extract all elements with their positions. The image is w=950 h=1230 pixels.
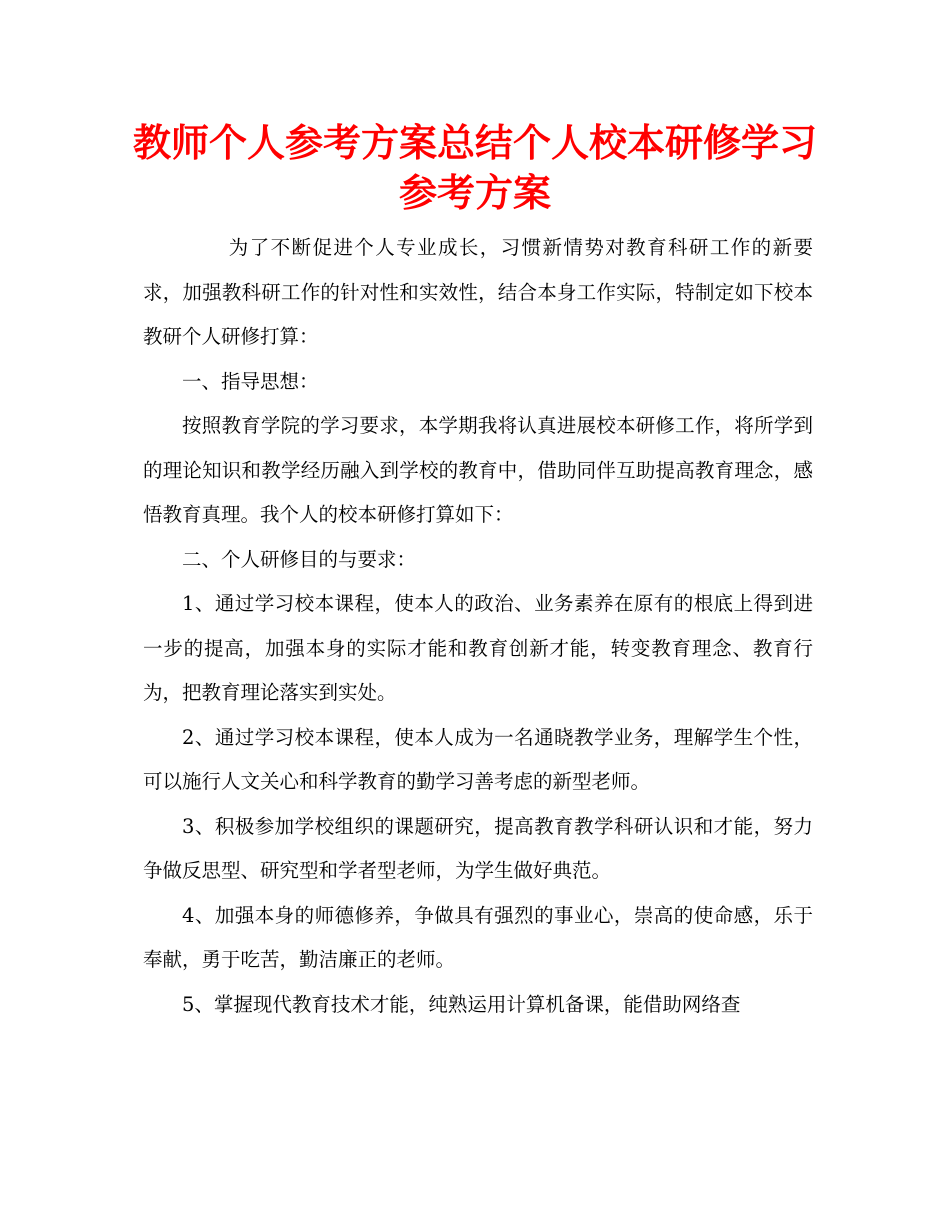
title-line-1: 教师个人参考方案总结个人校本研修学习 (132, 121, 817, 165)
list-item-goal-1: 1、通过学习校本课程，使本人的政治、业务素养在原有的根底上得到进一步的提高，加强本身的实际才能和教育创新才能，转变教育理念、教育行为，把教育理论落实到实处。 (143, 592, 813, 704)
section-heading-goals: 二、个人研修目的与要求： (182, 547, 417, 571)
list-item-goal-2: 2、通过学习校本课程，使本人成为一名通晓教学业务，理解学生个性，可以施行人文关心和科学教育的勤学习善考虑的新型老师。 (143, 725, 813, 793)
list-item-goal-5: 5、掌握现代教育技术才能，纯熟运用计算机备课，能借助网络查 (182, 992, 741, 1016)
document-body (143, 226, 813, 1027)
document-title (120, 118, 830, 218)
title-line-2: 参考方案 (398, 171, 551, 215)
paragraph-guiding-thought: 按照教育学院的学习要求，本学期我将认真进展校本研修工作，将所学到的理论知识和教学经历融入到学校的教育中，借助同伴互助提高教育理念，感悟教育真理。我个人的校本研修打算如下： (143, 414, 813, 526)
list-item-goal-3: 3、积极参加学校组织的课题研究，提高教育教学科研认识和才能，努力争做反思型、研究型和学者型老师，为学生做好典范。 (143, 814, 813, 882)
paragraph-intro: 为了不断促进个人专业成长，习惯新情势对教育科研工作的新要求，加强教科研工作的针对性和实效性，结合本身工作实际，特制定如下校本教研个人研修打算： (143, 236, 813, 348)
list-item-goal-4: 4、加强本身的师德修养，争做具有强烈的事业心，崇高的使命感，乐于奉献，勇于吃苦，勤洁廉正的老师。 (143, 903, 813, 971)
section-heading-guiding-thought: 一、指导思想： (182, 369, 319, 393)
